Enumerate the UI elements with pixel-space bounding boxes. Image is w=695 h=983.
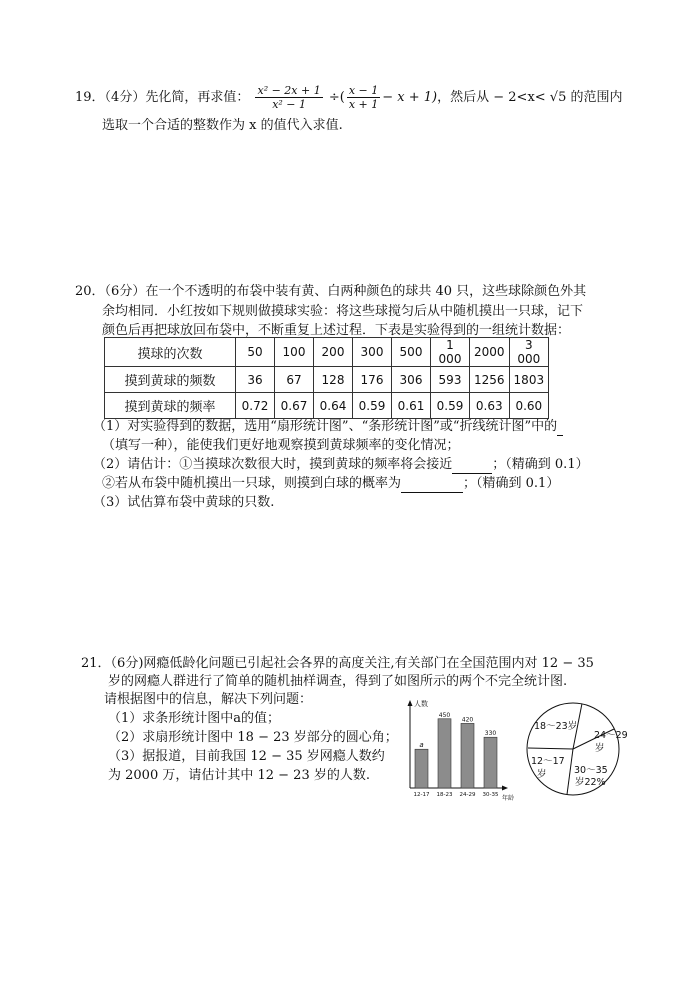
q21-number: 21．: [81, 656, 111, 671]
table-cell: 67: [275, 367, 314, 393]
table-row-label: 摸到黄球的频率: [105, 393, 236, 419]
bar-data-label: a: [419, 741, 424, 750]
q20-line1: [75, 282, 586, 301]
x-tick-label: 12-17: [413, 792, 430, 798]
table-row-label: 摸球的次数: [105, 338, 236, 367]
q20-line2: 余均相同．小红按如下规则做摸球实验：将这些球搅匀后从中随机摸出一只球，记下: [102, 304, 584, 319]
q19-divide-sign: ÷: [328, 90, 340, 105]
table-row-label: 摸到黄球的频数: [105, 367, 236, 393]
pie-slice-label: 18～23岁: [534, 721, 578, 732]
q19-intro: 先化简，再求值：: [145, 90, 250, 105]
q20-line3: 颜色后再把球放回布袋中，不断重复上述过程．下表是实验得到的一组统计数据：: [102, 323, 571, 338]
table-cell: 36: [236, 367, 275, 393]
y-axis-arrow-icon: [408, 700, 413, 706]
q20-sub2b-text: ②若从布袋中随机摸出一只球，则摸到白球的概率为: [102, 476, 402, 491]
bar-data-label: 450: [438, 711, 451, 719]
bar-30-35: [484, 737, 497, 788]
q20-sub2-line2: [102, 474, 559, 493]
q20-sub2-line1: [93, 455, 589, 474]
q19-number: 19．: [75, 90, 105, 105]
table-cell: 0.59: [431, 393, 470, 419]
pie-slice-label: 24～29 岁: [594, 730, 628, 754]
q20-sub1-text: （1）对实验得到的数据，选用“扇形统计图”、“条形统计图”或“折线统计图”中的: [93, 419, 558, 434]
table-cell: 500: [392, 338, 431, 367]
bar-data-label: 330: [484, 730, 497, 738]
q20-sub2-tail: ；（精确到 0.1）: [492, 457, 589, 472]
table-cell: 0.67: [275, 393, 314, 419]
q20-number: 20．: [75, 284, 105, 299]
q21-sub3: （3）据报道，目前我国 12 − 35 岁网瘾人数约: [108, 749, 385, 764]
q21-text-line1: （6分)网瘾低龄化问题已引起社会各界的高度关注,有关部门在全国范围内对 12 − 35: [110, 656, 594, 671]
q20-stats-table: [104, 337, 549, 419]
pie-slice-label: 12～17 岁: [531, 756, 565, 780]
answer-blank[interactable]: [557, 421, 563, 436]
table-cell: 1256: [470, 367, 510, 393]
q20-sub1-line2: （填写一种），能使我们更好地观察摸到黄球频率的变化情况；: [102, 438, 460, 453]
q19-frac1-numerator: x² − 2x + 1: [257, 84, 321, 97]
q21-sub3b: 为 2000 万，请估计其中 12 − 23 岁的人数.: [108, 768, 370, 783]
q19-tail-expression: − x + 1): [382, 90, 438, 105]
q19-fraction-1: [255, 84, 322, 111]
q20-sub2b-tail: ；（精确到 0.1）: [463, 476, 560, 491]
table-cell: 0.72: [236, 393, 275, 419]
table-cell: 1 000: [431, 338, 470, 367]
table-cell: 0.61: [392, 393, 431, 419]
q20-sub1-line1: [93, 417, 563, 436]
q20-text-line1: （6分）在一个不透明的布袋中装有黄、白两种颜色的球共 40 只，这些球除颜色外其: [104, 284, 587, 299]
bar-24-29: [461, 723, 474, 788]
q19-paren-open: (: [339, 90, 345, 105]
q19-frac1-denominator: x² − 1: [272, 98, 307, 111]
table-cell: 593: [431, 367, 470, 393]
bar-data-label: 420: [461, 716, 474, 724]
bar-12-17: [415, 749, 428, 788]
table-cell: 306: [392, 367, 431, 393]
q21-sub1: （1）求条形统计图中a的值；: [108, 711, 281, 726]
q19-fraction-2: [347, 84, 380, 111]
x-tick-label: 24-29: [459, 792, 476, 798]
q19-range-text: ，然后从 − 2<x< √5 的范围内: [437, 90, 623, 105]
table-cell: 50: [236, 338, 275, 367]
q21-line3: 请根据图中的信息，解决下列问题：: [104, 692, 313, 707]
y-axis-label: 人数: [414, 700, 428, 708]
table-cell: 100: [275, 338, 314, 367]
table-cell: 0.64: [314, 393, 353, 419]
q21-pie-chart: [524, 702, 628, 802]
q19-line1: [75, 84, 623, 111]
table-cell: 3 000: [509, 338, 549, 367]
answer-blank[interactable]: [452, 459, 492, 474]
q20-sub2-text: （2）请估计：①当摸球次数很大时，摸到黄球的频率将会接近: [93, 457, 453, 472]
q19-score: （4分）: [104, 90, 146, 105]
x-tick-label: 30-35: [482, 792, 499, 798]
table-cell: 200: [314, 338, 353, 367]
q21-bar-chart: [400, 696, 520, 802]
table-cell: 0.59: [353, 393, 392, 419]
table-cell: 300: [353, 338, 392, 367]
table-cell: 2000: [470, 338, 510, 367]
bar-18-23: [438, 719, 451, 788]
x-axis-arrow-icon: [502, 786, 508, 791]
table-cell: 128: [314, 367, 353, 393]
table-cell: 176: [353, 367, 392, 393]
x-tick-label: 18-23: [436, 792, 453, 798]
q19-frac2-denominator: x + 1: [348, 98, 379, 111]
table-row: [105, 393, 549, 419]
q19-frac2-numerator: x − 1: [348, 84, 379, 97]
q21-sub2: （2）求扇形统计图中 18 − 23 岁部分的圆心角；: [108, 730, 398, 745]
bar-series: [414, 712, 499, 798]
pie-slice-label: 30～35 岁22%: [574, 765, 608, 788]
q19-line2: 选取一个合适的整数作为 x 的值代入求值.: [102, 118, 343, 133]
table-cell: 0.60: [509, 393, 549, 419]
x-axis-label: 年龄: [502, 795, 515, 802]
q21-line1: [81, 654, 594, 673]
table-cell: 1803: [509, 367, 549, 393]
table-row: [105, 367, 549, 393]
q21-line2: 岁的网瘾人群进行了简单的随机抽样调查，得到了如图所示的两个不完全统计图.: [108, 674, 568, 689]
q20-sub3: （3）试估算布袋中黄球的只数.: [93, 495, 275, 510]
answer-blank[interactable]: [401, 478, 463, 493]
table-row: [105, 338, 549, 367]
table-cell: 0.63: [470, 393, 510, 419]
